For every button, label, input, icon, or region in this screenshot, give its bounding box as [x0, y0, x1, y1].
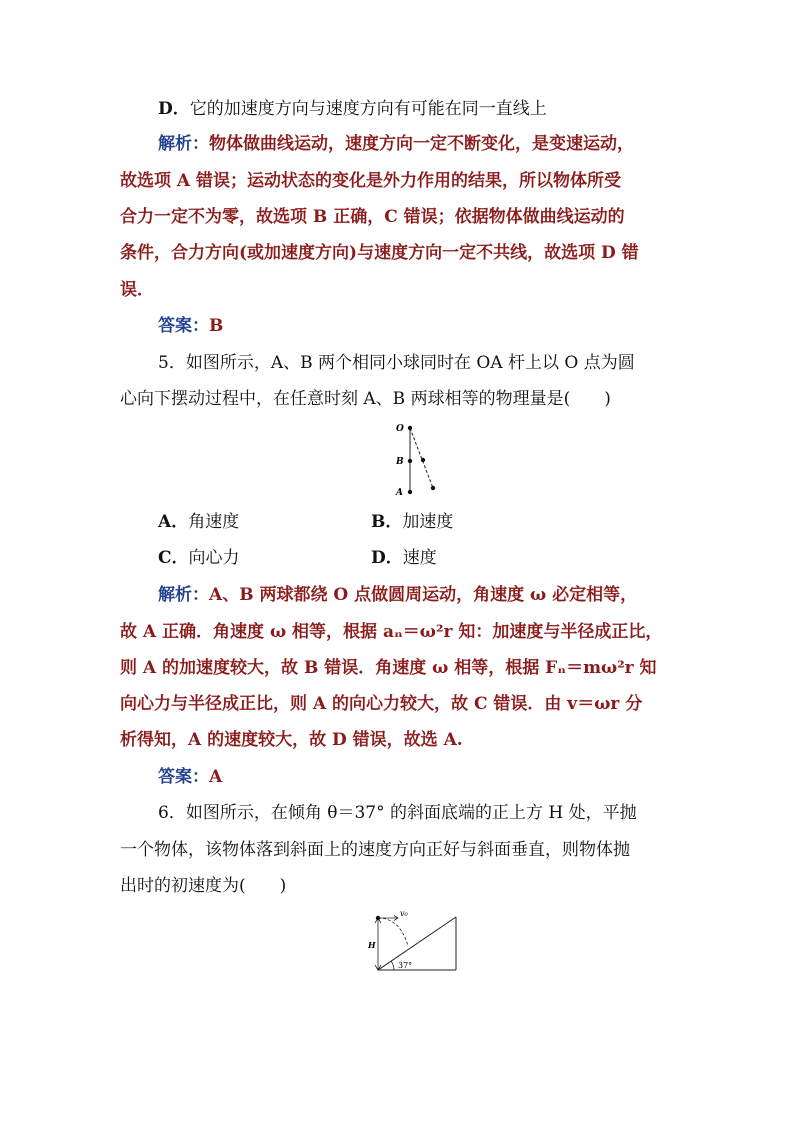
question-5-line-1: 5．如图所示，A、B 两个相同小球同时在 OA 杆上以 O 点为圆 — [158, 353, 635, 373]
analysis-4-line-1: 解析：物体做曲线运动，速度方向一定不断变化，是变速运动， — [158, 134, 634, 154]
answer-value: A — [209, 767, 223, 787]
question-6-line-1: 6．如图所示，在倾角 θ＝37° 的斜面底端的正上方 H 处，平抛 — [158, 803, 637, 823]
ball-b-swung-dot — [421, 458, 425, 462]
ball-a-dot — [408, 490, 412, 494]
question-6-line-3: 出时的初速度为( ) — [120, 876, 287, 896]
analysis-4-line-4: 条件，合力方向(或加速度方向)与速度方向一定不共线，故选项 D 错 — [120, 243, 639, 263]
ball-a-swung-dot — [431, 486, 435, 490]
analysis-5-line-1: 解析：A、B 两球都绕 O 点做圆周运动，角速度 ω 必定相等， — [158, 585, 638, 605]
analysis-5-line-4: 向心力与半径成正比，则 A 的向心力较大，故 C 错误．由 v＝ωr 分 — [120, 694, 643, 714]
label-a: A — [396, 488, 403, 498]
analysis-label: 解析 — [158, 134, 192, 154]
question-6-line-2: 一个物体，该物体落到斜面上的速度方向正好与斜面垂直，则物体抛 — [120, 840, 630, 860]
option-b: B．加速度 — [371, 512, 454, 532]
answer-label: 答案 — [158, 316, 192, 336]
answer-value: B — [209, 316, 224, 336]
answer-5-line: 答案：A — [158, 767, 223, 787]
trajectory-dashed — [378, 918, 408, 946]
option-a: A．角速度 — [158, 512, 240, 532]
option-d-line — [0, 97, 794, 121]
analysis-4-line-5: 误． — [120, 280, 154, 300]
label-h: H — [368, 940, 376, 950]
pivot-o-dot — [408, 426, 412, 430]
option-c: C．向心力 — [158, 548, 240, 568]
pendulum-figure — [390, 420, 450, 500]
analysis-5-line-5: 析得知，A 的速度较大，故 D 错误，故选 A. — [120, 730, 463, 750]
analysis-5-line-3: 则 A 的加速度较大，故 B 错误．角速度 ω 相等，根据 Fₙ＝mω²r 知 — [120, 658, 657, 678]
question-5-line-2: 心向下摆动过程中，在任意时刻 A、B 两球相等的物理量是( ) — [120, 389, 611, 409]
label-o: O — [396, 424, 404, 434]
rod-swung-dashed — [410, 428, 433, 488]
analysis-4-line-3: 合力一定不为零，故选项 B 正确，C 错误；依据物体做曲线运动的 — [120, 207, 625, 227]
option-d: D．速度 — [371, 548, 437, 568]
option-d-label: D． — [158, 99, 190, 119]
option-d-text: 它的加速度方向与速度方向有可能在同一直线上 — [189, 99, 547, 119]
label-b: B — [396, 457, 404, 467]
answer-4-line: 答案：B — [158, 316, 224, 336]
analysis-4-line-2: 故选项 A 错误；运动状态的变化是外力作用的结果，所以物体所受 — [120, 171, 622, 191]
incline-figure — [368, 908, 462, 976]
incline-line — [378, 917, 456, 970]
angle-arc — [391, 961, 394, 970]
ball-b-dot — [408, 459, 412, 463]
answer-label: 答案 — [158, 767, 192, 787]
label-angle: 37° — [398, 961, 413, 970]
label-v0: v₀ — [400, 909, 408, 918]
analysis-5-line-2: 故 A 正确．角速度 ω 相等，根据 aₙ＝ω²r 知：加速度与半径成正比， — [120, 622, 663, 642]
analysis-label: 解析 — [158, 585, 192, 605]
